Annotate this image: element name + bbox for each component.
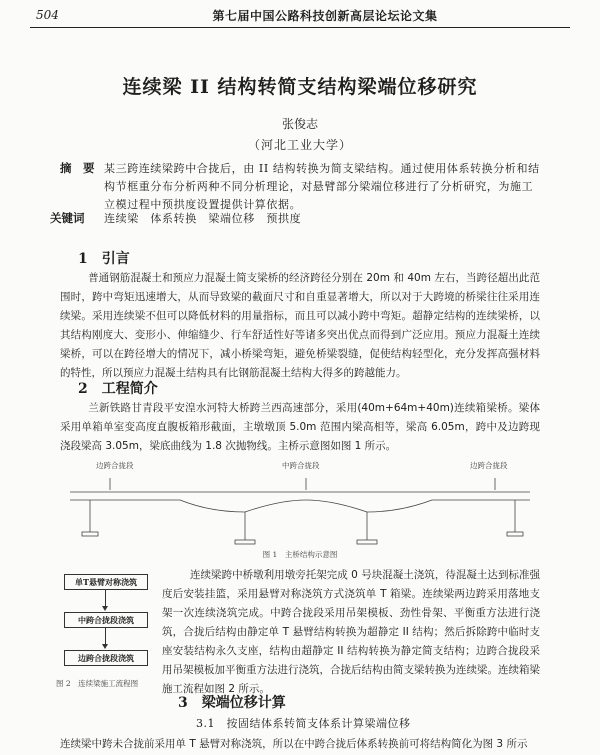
keywords-text: 连续梁 体系转换 梁端位移 预拱度 bbox=[104, 212, 302, 225]
section1-paragraph bbox=[60, 269, 540, 383]
figure1-bridge-diagram bbox=[60, 470, 540, 545]
section3-subheading: 3.1 按固结体系转简支体系计算梁端位移 bbox=[196, 717, 411, 730]
page-number: 504 bbox=[36, 8, 59, 22]
section3-heading: 3 梁端位移计算 bbox=[178, 695, 286, 711]
affiliation: （河北工业大学） bbox=[247, 138, 352, 152]
abstract-label: 摘 要 bbox=[60, 161, 95, 175]
running-title: 第七届中国公路科技创新高层论坛论文集 bbox=[212, 9, 438, 23]
figure1-footing-1 bbox=[82, 532, 98, 536]
figure1-label-left: 边跨合拢段 bbox=[96, 461, 134, 470]
figure1-footing-4 bbox=[507, 532, 523, 536]
header-rule bbox=[30, 27, 570, 28]
figure1-caption: 图 1 主桥结构示意图 bbox=[262, 550, 338, 559]
section2-paragraph bbox=[60, 399, 540, 456]
figure1-footing-3 bbox=[357, 540, 377, 544]
section2-paragraph2-text: 连续梁跨中桥墩利用墩旁托架完成 0 号块混凝土浇筑，待混凝土达到标准强度后安装挂篮，采用悬臂对称浇筑方式浇筑单 T 箱梁。连续梁两边跨采用落地支架一次连续浇筑完成。中跨合拢段采用吊架模板、劲性骨架、平衡重方法进行浇筑，合拢后结构由静定单 T 悬臂结构转换为超静定 II 结构；然后拆除跨中临时支座安装结构永久支座，结构由超静定 II 结构转换为静定简支结构；边跨合拢段采用吊架模板加平衡重方法进行浇筑，合拢后结构由简支梁转换为连续梁。连续箱梁施工流程如图 2 所示。 bbox=[162, 569, 540, 695]
section3-paragraph: 连续梁中跨未合拢前采用单 T 悬臂对称浇筑，所以在中跨合拢后体系转换前可将结构简化为图 3 所示 bbox=[60, 738, 528, 750]
flow-step-3: 边跨合拢段浇筑 bbox=[64, 650, 148, 666]
flow-arrow-1 bbox=[105, 589, 106, 607]
keywords-label: 关键词 bbox=[50, 211, 85, 225]
figure1-deck-bottom bbox=[70, 500, 530, 512]
figure1-label-middle: 中跨合拢段 bbox=[282, 461, 320, 470]
flow-arrow-2 bbox=[105, 627, 106, 645]
author: 张俊志 bbox=[281, 117, 318, 131]
figure2-caption: 图 2 连续梁施工流程图 bbox=[56, 679, 139, 688]
abstract-text: 某三跨连续梁跨中合拢后，由 II 结构转换为简支梁结构。通过使用体系转换分析和结构节框重分布分析两种不同分析理论，对悬臂部分梁端位移进行了分析研究，为施工立模过程中预拱度设置提供计算依据。 bbox=[104, 162, 540, 211]
flow-step-1: 单T悬臂对称浇筑 bbox=[64, 574, 148, 590]
section2-paragraph2 bbox=[162, 566, 540, 699]
section1-heading: 1 引言 bbox=[78, 251, 130, 267]
figure1-footing-2 bbox=[235, 540, 255, 544]
section2-paragraph-text: 兰新铁路甘青段平安湟水河特大桥跨兰西高速部分，采用(40m+64m+40m)连续箱梁桥。梁体采用单箱单室变高度直腹板箱形截面，主墩墩顶 5.0m 范围内梁高相等，梁高 6.05m，跨中及边跨现浇段梁高 3.05m，梁底曲线为 1.8 次抛物线。主桥示意图如图 1 所示。 bbox=[60, 402, 540, 452]
figure1-label-right: 边跨合拢段 bbox=[470, 461, 508, 470]
paper-title: 连续梁 II 结构转简支结构梁端位移研究 bbox=[122, 76, 478, 98]
section2-heading: 2 工程简介 bbox=[78, 381, 158, 397]
flow-step-2: 中跨合拢段浇筑 bbox=[64, 612, 148, 628]
section1-paragraph-text: 普通钢筋混凝土和预应力混凝土简支梁桥的经济跨径分别在 20m 和 40m 左右，当跨径超出此范围时，跨中弯矩迅速增大，从而导致梁的截面尺寸和自重显著增大，所以对于大跨境的桥梁往往采用连续梁。采用连续梁不但可以降低材料的用量指标，而且可以减小跨中弯矩。超静定结构的连续梁桥，以其结构刚度大、变形小、伸缩缝少、行车舒适性好等诸多突出优点而得到广泛应用。预应力混凝土连续梁桥，可以在跨径增大的情况下，减小桥梁弯矩，避免桥梁裂缝，促使结构轻型化，充分发挥高强材料的特性，所以预应力混凝土结构具有比钢筋混凝土结构大得多的跨越能力。 bbox=[60, 272, 540, 379]
